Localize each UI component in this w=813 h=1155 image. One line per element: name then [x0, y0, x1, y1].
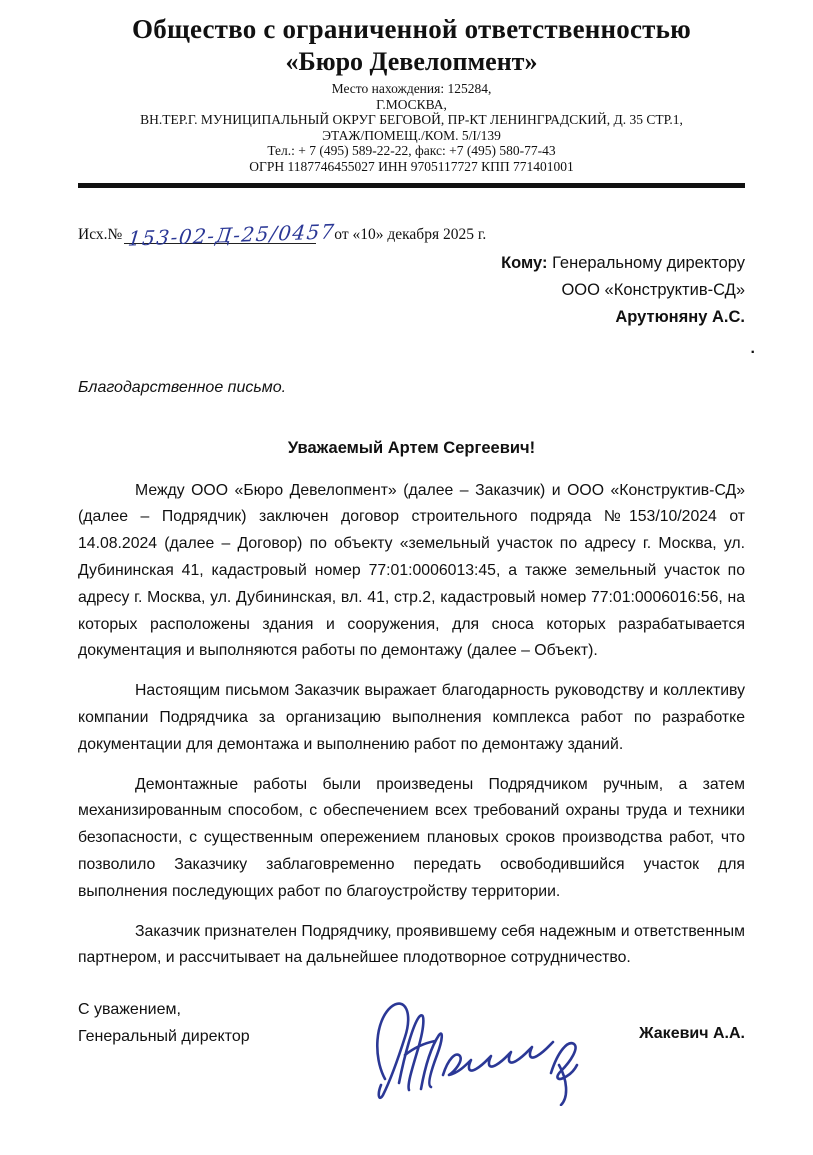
stray-dot: .: [750, 340, 755, 357]
paragraph-gratitude: Настоящим письмом Заказчик выражает благодарность руководству и коллективу компании Подрядчика за организацию выполнения комплекса работ по разработке документации для демонтажа и выполнению работ по демонтажу зданий.: [78, 682, 745, 753]
paragraph-partnership: Заказчик признателен Подрядчику, проявившему себя надежным и ответственным партнером, и рассчитывает на дальнейшее плодотворное сотрудничество.: [78, 922, 745, 967]
recipient-to-label: Кому:: [501, 253, 548, 272]
ref-date: от «10» декабря 2025 г.: [334, 225, 487, 243]
paragraph-contract: Между ООО «Бюро Девелопмент» (далее – Заказчик) и ООО «Конструктив-СД» (далее – Подрядчик) заключен договор строительного подряда №153/10/2024 от 14.08.2024 (далее – Договор) по объекту «земельный участок по адресу г. Москва, ул. Дубининская 41, кадастровый номер 77:01:0006013:45, а также земельный участок по адресу г. Москва, ул. Дубининская, вл. 41, стр.2, кадастровый номер 77:01:0006016:56, на которых расположены здания и сооружения, для сноса которых разрабатывается документация и выполняются работы по демонтажу (далее – Объект).: [78, 481, 745, 660]
address-line-city: Г.МОСКВА,: [376, 96, 447, 112]
address-line-street: ВН.ТЕР.Г. МУНИЦИПАЛЬНЫЙ ОКРУГ БЕГОВОЙ, ПР-КТ ЛЕНИНГРАДСКИЙ, Д. 35 СТР.1,: [140, 112, 683, 128]
closing-block: [78, 996, 745, 1050]
letterhead: [78, 14, 745, 188]
recipient-company: ООО «Конструктив-СД»: [561, 280, 745, 299]
recipient-block: [78, 250, 745, 331]
closing-regards: С уважением,: [78, 1001, 181, 1019]
address-line-location: Место нахождения: 125284,: [331, 81, 492, 97]
closing-signer-name: Жакевич А.А.: [639, 1025, 745, 1043]
closing-left: [78, 996, 250, 1050]
org-name-title: «Бюро Девелопмент»: [285, 46, 538, 76]
ref-number-handwritten: 153-02-Д-25/0457: [127, 218, 337, 251]
address-line-floor: ЭТАЖ/ПОМЕЩ./КОМ. 5/I/139: [322, 127, 501, 143]
recipient-person: Арутюняну А.С.: [615, 307, 745, 326]
ref-line: [78, 218, 745, 251]
ref-label: Исх.№: [78, 225, 123, 243]
recipient-to-line: [78, 250, 745, 277]
address-line-phone: Тел.: + 7 (495) 589-22-22, факс: +7 (495) 580-77-43: [267, 143, 556, 159]
address-line-ogrn: ОГРН 1187746455027 ИНН 9705117727 КПП 771401001: [249, 159, 574, 175]
paragraph-works: Демонтажные работы были произведены Подрядчиком ручным, а затем механизированным способом, с обеспечением всех требований охраны труда и техники безопасности, с существенным опережением плановых сроков производства работ, что позволило Заказчику заблаговременно передать освободившийся участок для выполнения последующих работ по благоустройству территории.: [78, 775, 745, 900]
closing-position: Генеральный директор: [78, 1028, 250, 1046]
signature-image: [363, 991, 603, 1106]
recipient-to-value: Генеральному директору: [547, 253, 745, 272]
ref-number-blank: [124, 218, 337, 251]
letterhead-divider: [78, 183, 745, 188]
org-type-title: Общество с ограниченной ответственностью: [132, 14, 691, 44]
salutation: Уважаемый Артем Сергеевич!: [287, 438, 536, 457]
signature-scribble: [363, 991, 603, 1106]
letter-subject: Благодарственное письмо.: [78, 378, 287, 396]
letter-body: [78, 478, 745, 973]
